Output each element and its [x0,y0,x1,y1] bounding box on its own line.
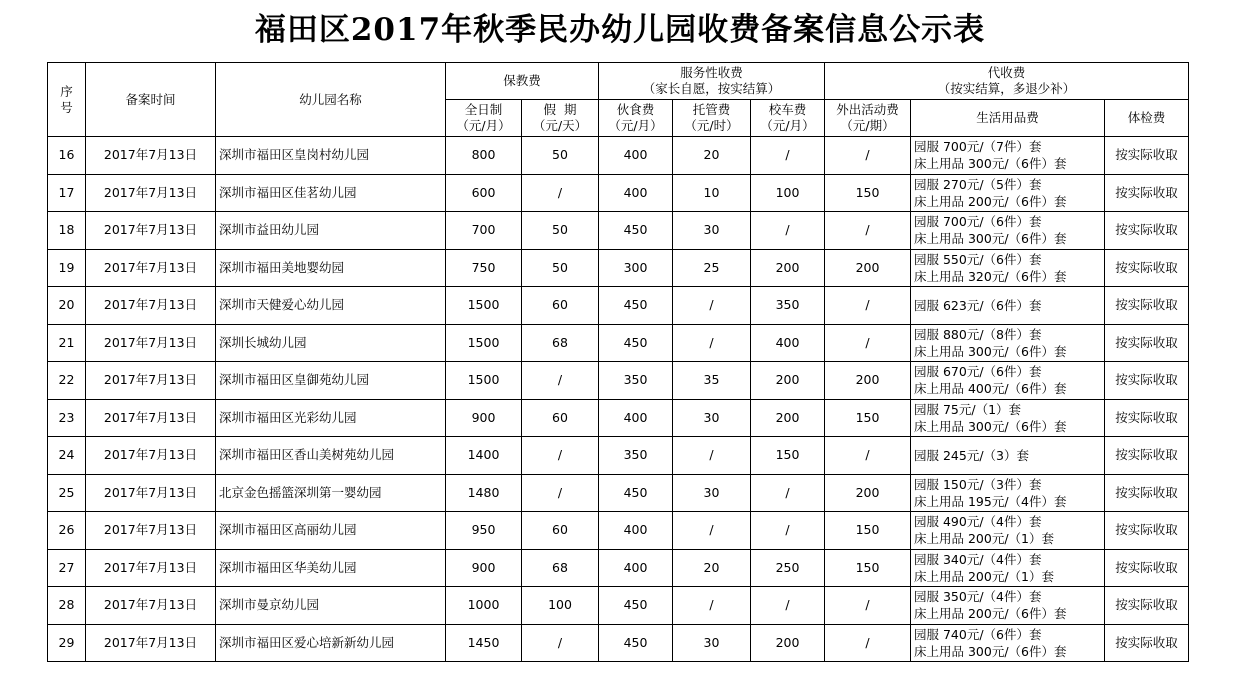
full-day-fee-cell: 800 [446,137,522,175]
meal-fee-cell: 350 [599,437,673,475]
custody-fee-cell: 30 [673,474,751,512]
supplies-item: 园服 550元/（6件）套 [914,251,1042,267]
custody-fee-cell: / [673,324,751,362]
kindergarten-name-cell: 深圳市曼京幼儿园 [216,587,446,625]
kindergarten-name-cell: 深圳市天健爱心幼儿园 [216,287,446,325]
holiday-fee-cell: / [522,437,599,475]
full-day-fee-cell: 750 [446,249,522,287]
bus-fee-cell: 200 [751,249,825,287]
table-body [48,137,1189,662]
full-day-fee-cell: 600 [446,174,522,212]
table-row [48,587,1189,625]
full-day-fee-cell: 1500 [446,324,522,362]
holiday-fee-cell: / [522,174,599,212]
supplies-item: 园服 623元/（6件）套 [914,297,1042,313]
header-service-fee-label: 服务性收费 [680,65,743,80]
supplies-fee-cell [911,137,1105,175]
supplies-item: 床上用品 200元/（6件）套 [914,193,1067,209]
kindergarten-name-cell: 深圳市福田区皇御苑幼儿园 [216,362,446,400]
seq-cell: 23 [48,399,86,437]
bus-fee-cell: 200 [751,362,825,400]
header-bus-label: 校车费 [768,102,807,117]
meal-fee-cell: 400 [599,512,673,550]
holiday-fee-cell: 60 [522,399,599,437]
holiday-fee-cell: 68 [522,549,599,587]
bus-fee-cell: / [751,212,825,250]
outing-fee-cell: 150 [825,512,911,550]
seq-cell: 28 [48,587,86,625]
meal-fee-cell: 400 [599,399,673,437]
seq-cell: 29 [48,624,86,662]
table-row [48,324,1189,362]
header-custody-unit: （元/时） [684,118,739,133]
outing-fee-cell: / [825,324,911,362]
full-day-fee-cell: 950 [446,512,522,550]
supplies-item: 园服 350元/（4件）套 [914,589,1042,605]
date-cell: 2017年7月13日 [86,324,216,362]
header-filing-time: 备案时间 [86,63,216,137]
supplies-item: 园服 340元/（4件）套 [914,551,1042,567]
header-seq: 序 号 [48,63,86,137]
header-meal-label: 伙食费 [616,102,655,117]
full-day-fee-cell: 1480 [446,474,522,512]
header-outing-unit: （元/期） [840,118,895,133]
meal-fee-cell: 400 [599,549,673,587]
header-row-top [48,63,1189,100]
seq-cell: 20 [48,287,86,325]
date-cell: 2017年7月13日 [86,137,216,175]
supplies-fee-cell [911,362,1105,400]
supplies-item: 床上用品 300元/（6件）套 [914,156,1067,172]
supplies-item: 园服 75元/（1）套 [914,401,1022,417]
meal-fee-cell: 400 [599,137,673,175]
bus-fee-cell: 150 [751,437,825,475]
seq-cell: 24 [48,437,86,475]
outing-fee-cell: 150 [825,549,911,587]
full-day-fee-cell: 900 [446,399,522,437]
table-row [48,549,1189,587]
header-agency-fee [825,63,1189,100]
custody-fee-cell: 10 [673,174,751,212]
supplies-item: 园服 150元/（3件）套 [914,476,1042,492]
header-agency-fee-note: （按实结算，多退少补） [937,81,1076,96]
supplies-fee-cell [911,174,1105,212]
supplies-item: 床上用品 320元/（6件）套 [914,268,1067,284]
supplies-fee-cell [911,549,1105,587]
header-service-fee [599,63,825,100]
table-row [48,362,1189,400]
bus-fee-cell: / [751,587,825,625]
table-row [48,249,1189,287]
outing-fee-cell: / [825,437,911,475]
meal-fee-cell: 300 [599,249,673,287]
full-day-fee-cell: 700 [446,212,522,250]
date-cell: 2017年7月13日 [86,512,216,550]
holiday-fee-cell: / [522,624,599,662]
checkup-fee-cell: 按实际收取 [1105,212,1189,250]
supplies-fee-cell [911,399,1105,437]
header-service-fee-note: （家长自愿，按实结算） [642,81,781,96]
kindergarten-name-cell: 深圳市福田区光彩幼儿园 [216,399,446,437]
holiday-fee-cell: 50 [522,137,599,175]
bus-fee-cell: 400 [751,324,825,362]
holiday-fee-cell: 68 [522,324,599,362]
supplies-fee-cell [911,287,1105,325]
header-bus-unit: （元/月） [760,118,815,133]
seq-cell: 16 [48,137,86,175]
seq-cell: 22 [48,362,86,400]
outing-fee-cell: 200 [825,474,911,512]
header-holiday [522,100,599,137]
header-checkup: 体检费 [1105,100,1189,137]
date-cell: 2017年7月13日 [86,437,216,475]
meal-fee-cell: 400 [599,174,673,212]
meal-fee-cell: 350 [599,362,673,400]
custody-fee-cell: / [673,587,751,625]
supplies-item: 床上用品 400元/（6件）套 [914,381,1067,397]
checkup-fee-cell: 按实际收取 [1105,362,1189,400]
checkup-fee-cell: 按实际收取 [1105,249,1189,287]
kindergarten-name-cell: 深圳市福田区爱心培新新幼儿园 [216,624,446,662]
custody-fee-cell: 20 [673,549,751,587]
outing-fee-cell: 150 [825,174,911,212]
header-full-day [446,100,522,137]
supplies-fee-cell [911,624,1105,662]
checkup-fee-cell: 按实际收取 [1105,287,1189,325]
checkup-fee-cell: 按实际收取 [1105,624,1189,662]
supplies-item: 园服 740元/（6件）套 [914,626,1042,642]
full-day-fee-cell: 1450 [446,624,522,662]
header-outing-label: 外出活动费 [836,102,899,117]
kindergarten-name-cell: 深圳市福田区佳茗幼儿园 [216,174,446,212]
kindergarten-name-cell: 深圳市福田区香山美树苑幼儿园 [216,437,446,475]
full-day-fee-cell: 1400 [446,437,522,475]
supplies-fee-cell [911,324,1105,362]
checkup-fee-cell: 按实际收取 [1105,512,1189,550]
date-cell: 2017年7月13日 [86,249,216,287]
custody-fee-cell: 20 [673,137,751,175]
header-care-fee: 保教费 [446,63,599,100]
header-custody-label: 托管费 [692,102,731,117]
table-row [48,137,1189,175]
seq-cell: 17 [48,174,86,212]
outing-fee-cell: / [825,137,911,175]
date-cell: 2017年7月13日 [86,587,216,625]
custody-fee-cell: / [673,512,751,550]
outing-fee-cell: / [825,287,911,325]
outing-fee-cell: / [825,212,911,250]
date-cell: 2017年7月13日 [86,399,216,437]
supplies-item: 园服 700元/（7件）套 [914,139,1042,155]
table-row [48,287,1189,325]
table-row [48,474,1189,512]
holiday-fee-cell: / [522,474,599,512]
bus-fee-cell: / [751,474,825,512]
kindergarten-name-cell: 北京金色摇篮深圳第一婴幼园 [216,474,446,512]
date-cell: 2017年7月13日 [86,174,216,212]
custody-fee-cell: / [673,287,751,325]
custody-fee-cell: 30 [673,212,751,250]
kindergarten-name-cell: 深圳市福田区皇岗村幼儿园 [216,137,446,175]
checkup-fee-cell: 按实际收取 [1105,174,1189,212]
meal-fee-cell: 450 [599,287,673,325]
bus-fee-cell: 200 [751,399,825,437]
header-holiday-unit: （元/天） [532,118,588,133]
supplies-fee-cell [911,249,1105,287]
bus-fee-cell: / [751,137,825,175]
date-cell: 2017年7月13日 [86,624,216,662]
table-row [48,437,1189,475]
seq-cell: 27 [48,549,86,587]
date-cell: 2017年7月13日 [86,362,216,400]
supplies-item: 床上用品 300元/（6件）套 [914,343,1067,359]
outing-fee-cell: / [825,624,911,662]
meal-fee-cell: 450 [599,587,673,625]
supplies-item: 床上用品 195元/（4件）套 [914,493,1067,509]
table-row [48,399,1189,437]
supplies-fee-cell [911,212,1105,250]
holiday-fee-cell: / [522,362,599,400]
bus-fee-cell: 350 [751,287,825,325]
custody-fee-cell: 25 [673,249,751,287]
header-outing [825,100,911,137]
table-row [48,174,1189,212]
seq-cell: 25 [48,474,86,512]
fee-table [47,62,1189,662]
checkup-fee-cell: 按实际收取 [1105,587,1189,625]
holiday-fee-cell: 60 [522,287,599,325]
date-cell: 2017年7月13日 [86,474,216,512]
header-meal [599,100,673,137]
header-meal-unit: （元/月） [608,118,663,133]
checkup-fee-cell: 按实际收取 [1105,399,1189,437]
supplies-fee-cell [911,512,1105,550]
supplies-item: 园服 670元/（6件）套 [914,364,1042,380]
custody-fee-cell: / [673,437,751,475]
supplies-item: 床上用品 300元/（6件）套 [914,643,1067,659]
custody-fee-cell: 35 [673,362,751,400]
supplies-item: 园服 245元/（3）套 [914,447,1029,463]
supplies-fee-cell [911,587,1105,625]
supplies-item: 园服 270元/（5件）套 [914,176,1042,192]
checkup-fee-cell: 按实际收取 [1105,474,1189,512]
supplies-item: 园服 490元/（4件）套 [914,514,1042,530]
supplies-item: 园服 880元/（8件）套 [914,326,1042,342]
header-full-day-unit: （元/月） [456,118,511,133]
table-row [48,624,1189,662]
seq-cell: 19 [48,249,86,287]
kindergarten-name-cell: 深圳市益田幼儿园 [216,212,446,250]
meal-fee-cell: 450 [599,324,673,362]
kindergarten-name-cell: 深圳市福田区高丽幼儿园 [216,512,446,550]
seq-cell: 21 [48,324,86,362]
date-cell: 2017年7月13日 [86,212,216,250]
checkup-fee-cell: 按实际收取 [1105,549,1189,587]
table-row [48,212,1189,250]
meal-fee-cell: 450 [599,624,673,662]
outing-fee-cell: / [825,587,911,625]
meal-fee-cell: 450 [599,212,673,250]
table-row [48,512,1189,550]
date-cell: 2017年7月13日 [86,287,216,325]
holiday-fee-cell: 50 [522,212,599,250]
outing-fee-cell: 200 [825,249,911,287]
supplies-item: 床上用品 200元/（1）套 [914,568,1054,584]
kindergarten-name-cell: 深圳长城幼儿园 [216,324,446,362]
bus-fee-cell: 250 [751,549,825,587]
date-cell: 2017年7月13日 [86,549,216,587]
full-day-fee-cell: 1500 [446,287,522,325]
header-bus [751,100,825,137]
holiday-fee-cell: 100 [522,587,599,625]
header-holiday-label: 假 期 [543,102,577,117]
full-day-fee-cell: 1500 [446,362,522,400]
supplies-item: 床上用品 200元/（6件）套 [914,606,1067,622]
seq-cell: 26 [48,512,86,550]
supplies-item: 床上用品 300元/（6件）套 [914,231,1067,247]
supplies-fee-cell [911,474,1105,512]
checkup-fee-cell: 按实际收取 [1105,437,1189,475]
bus-fee-cell: 200 [751,624,825,662]
header-custody [673,100,751,137]
seq-cell: 18 [48,212,86,250]
outing-fee-cell: 200 [825,362,911,400]
holiday-fee-cell: 50 [522,249,599,287]
full-day-fee-cell: 1000 [446,587,522,625]
bus-fee-cell: / [751,512,825,550]
header-supplies: 生活用品费 [911,100,1105,137]
header-name: 幼儿园名称 [216,63,446,137]
bus-fee-cell: 100 [751,174,825,212]
kindergarten-name-cell: 深圳市福田美地婴幼园 [216,249,446,287]
supplies-item: 床上用品 300元/（6件）套 [914,418,1067,434]
checkup-fee-cell: 按实际收取 [1105,324,1189,362]
meal-fee-cell: 450 [599,474,673,512]
page-title: 福田区2017年秋季民办幼儿园收费备案信息公示表 [254,12,986,48]
supplies-item: 床上用品 200元/（1）套 [914,531,1054,547]
full-day-fee-cell: 900 [446,549,522,587]
custody-fee-cell: 30 [673,624,751,662]
header-full-day-label: 全日制 [464,102,503,117]
supplies-item: 园服 700元/（6件）套 [914,214,1042,230]
outing-fee-cell: 150 [825,399,911,437]
holiday-fee-cell: 60 [522,512,599,550]
checkup-fee-cell: 按实际收取 [1105,137,1189,175]
supplies-fee-cell [911,437,1105,475]
kindergarten-name-cell: 深圳市福田区华美幼儿园 [216,549,446,587]
header-agency-fee-label: 代收费 [987,65,1026,80]
custody-fee-cell: 30 [673,399,751,437]
